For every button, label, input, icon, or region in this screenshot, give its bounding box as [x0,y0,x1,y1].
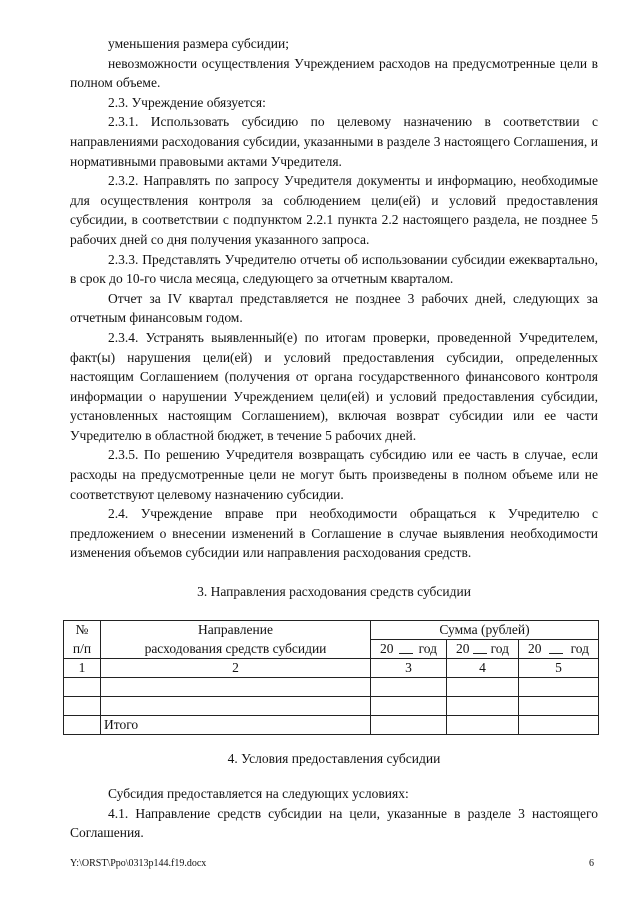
table-cell [371,716,447,735]
total-label: Итого [101,716,371,735]
section-4-text [70,784,598,843]
paragraph-1: уменьшения размера субсидии; [108,36,289,51]
header-direction-1: Направление [101,621,371,640]
paragraph-6: 2.3.3. Представлять Учредителю отчеты об использовании субсидии ежеквартально, в срок до 10-го числа месяца, следующего за отчетным кварталом. [70,251,598,287]
paragraph-2: невозможности осуществления Учреждением расходов на предусмотренные цели в полном объеме. [70,55,598,91]
table-cell [64,697,101,716]
year-prefix: 20 [456,641,470,656]
col-number-3: 3 [371,659,447,678]
table-header-row-1 [64,621,599,640]
header-direction-2: расходования средств субсидии [101,640,371,659]
header-sum: Сумма (рублей) [371,621,599,640]
header-num-1: № [64,621,101,640]
table-cell [64,678,101,697]
table-cell [519,697,599,716]
year-suffix: год [490,641,509,656]
subsidy-table [63,620,599,735]
table-row [64,678,599,697]
section-4-paragraph-1: Субсидия предоставляется на следующих условиях: [108,786,409,801]
table-header-row-2 [64,640,599,659]
table-row [64,697,599,716]
col-number-5: 5 [519,659,599,678]
paragraph-4: 2.3.1. Использовать субсидию по целевому назначению в соответствии с направлениями расходования субсидии, указанными в разделе 3 настоящего Соглашения, и нормативными правовыми актами Учредителя. [70,114,598,169]
table-cell [371,678,447,697]
header-num-2: п/п [64,640,101,659]
header-year-1 [371,640,447,659]
table-cell [371,697,447,716]
col-number-1: 1 [64,659,101,678]
table-total-row [64,716,599,735]
header-year-3 [519,640,599,659]
footer-file-path: Y:\ORST\Ppo\0313p144.f19.docx [70,858,207,869]
section-4-paragraph-2: 4.1. Направление средств субсидии на цели, указанные в разделе 3 настоящего Соглашения. [70,805,598,841]
section-4-title: 4. Условия предоставления субсидии [227,751,441,766]
table-cell [447,697,519,716]
table-cell [519,678,599,697]
year-prefix: 20 [380,641,394,656]
paragraph-10: 2.4. Учреждение вправе при необходимости обращаться к Учредителю с предложением о внесении изменений в Соглашение в случае выявления необходимости изменения объемов субсидии или направления расходования средств. [70,506,598,561]
table-numbering-row [64,659,599,678]
paragraph-8: 2.3.4. Устранять выявленный(е) по итогам проверки, проведенной Учредителем, факт(ы) нарушения цели(ей) и условий предоставления субсидии, определенных настоящим Соглашением (получения от органа государственного финансового контроля информации о нарушении Учреждением цели(ей) и условий предоставления субсидии, установленных настоящим Соглашением), включая возврат субсидии или ее части Учредителю в областной бюджет, в течение 5 рабочих дней. [70,329,598,443]
table-cell [101,678,371,697]
section-3-title: 3. Направления расходования средств субсидии [197,584,471,599]
body-text [70,34,598,563]
col-number-2: 2 [101,659,371,678]
year-suffix: год [418,641,437,656]
table-cell [64,716,101,735]
paragraph-3: 2.3. Учреждение обязуется: [108,94,266,110]
paragraph-7: Отчет за IV квартал представляется не позднее 3 рабочих дней, следующих за отчетным финансовым годом. [70,290,598,326]
table-cell [519,716,599,735]
paragraph-9: 2.3.5. По решению Учредителя возвращать субсидию или ее часть в случае, если расходы на предусмотренные цели не могут быть произведены в полном объеме или не соответствуют целевому назначению субсидии. [70,447,598,502]
paragraph-5: 2.3.2. Направлять по запросу Учредителя документы и информацию, необходимые для осуществления контроля за соблюдением цели(ей) и условий предоставления субсидии, в соответствии с подпунктом 2.2.1 пункта 2.2 настоящего раздела, не позднее 5 рабочих дней со дня получения указанного запроса. [70,173,598,247]
col-number-4: 4 [447,659,519,678]
footer-page-number: 6 [589,858,594,869]
year-prefix: 20 [528,641,542,656]
table-cell [447,678,519,697]
table-cell [447,716,519,735]
year-suffix: год [570,641,589,656]
table-cell [101,697,371,716]
header-year-2 [447,640,519,659]
